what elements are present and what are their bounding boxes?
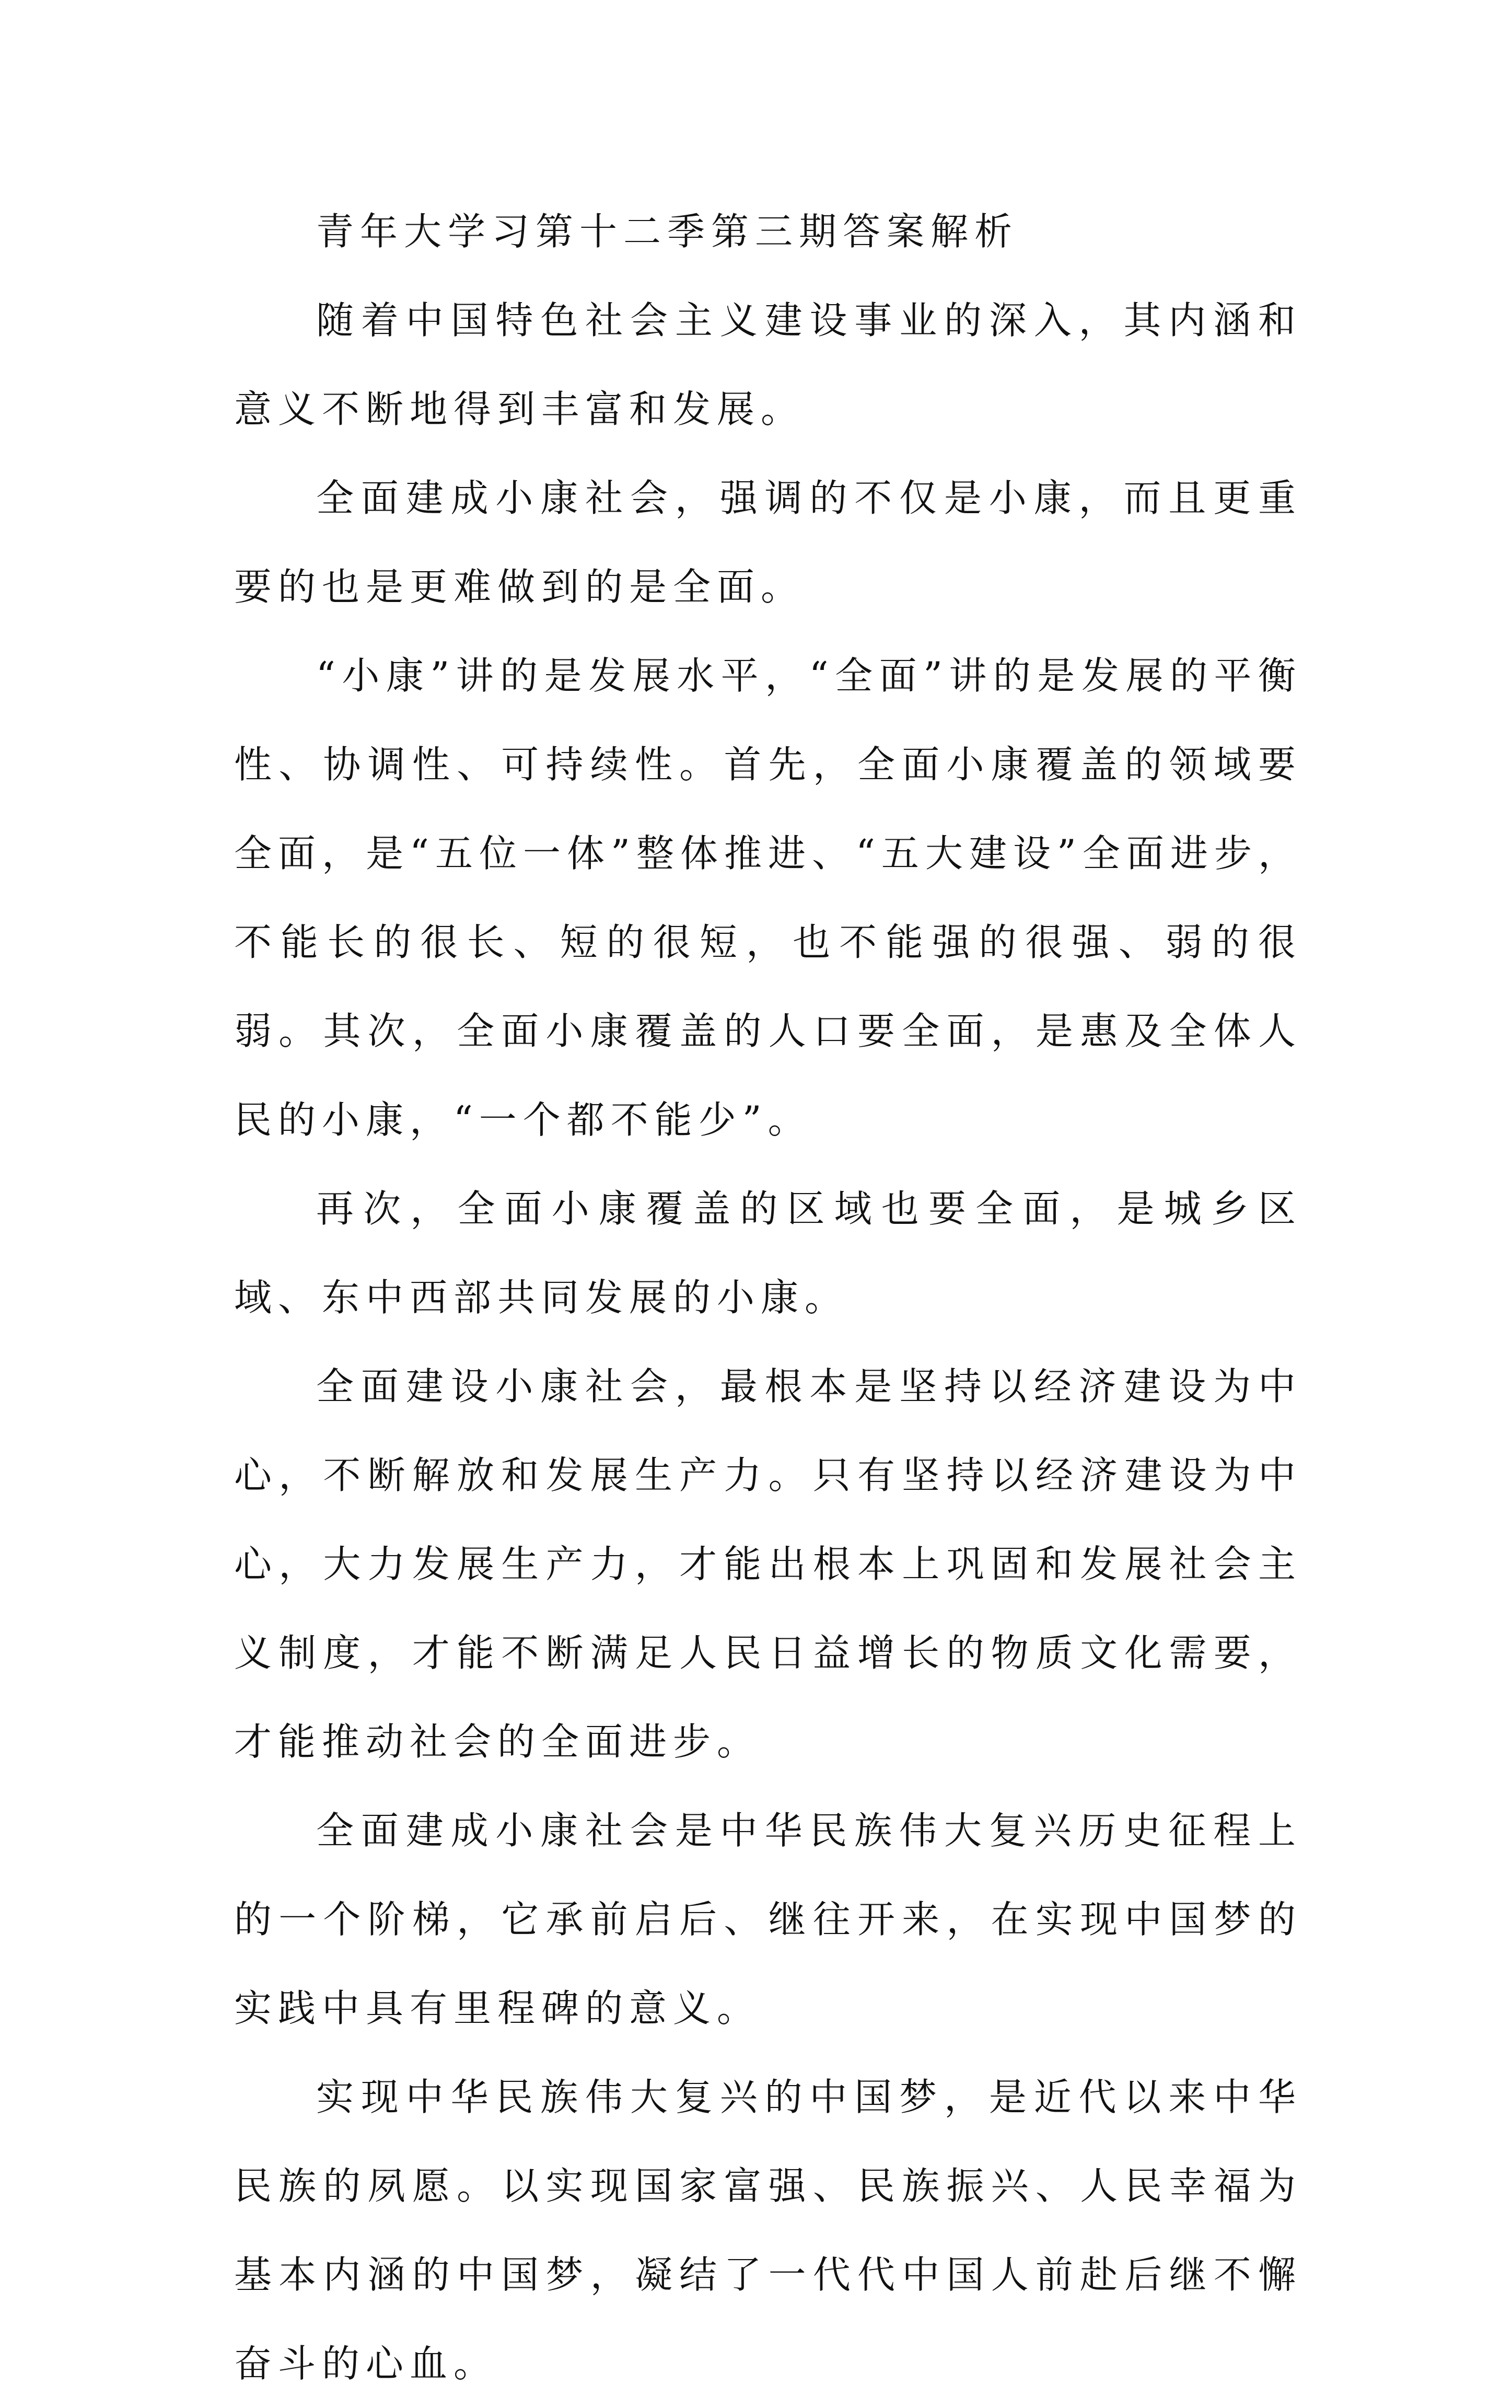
document-body	[234, 187, 1302, 2408]
paragraph: 再次，全面小康覆盖的区域也要全面，是城乡区域、东中西部共同发展的小康。	[234, 1187, 1302, 1319]
paragraph: 实现中华民族伟大复兴的中国梦，是近代以来中华民族的夙愿。以实现国家富强、民族振兴、人民幸福为基本内涵的中国梦，凝结了一代代中国人前赴后继不懈奋斗的心血。	[234, 2075, 1302, 2386]
paragraph: 全面建成小康社会，强调的不仅是小康，而且更重要的也是更难做到的是全面。	[234, 476, 1302, 609]
paragraph: 全面建设小康社会，最根本是坚持以经济建设为中心，不断解放和发展生产力。只有坚持以经济建设为中心，大力发展生产力，才能出根本上巩固和发展社会主义制度，才能不断满足人民日益增长的物质文化需要，才能推动社会的全面进步。	[234, 1364, 1302, 1764]
document-title: 青年大学习第十二季第三期答案解析	[316, 210, 1019, 253]
paragraph: 随着中国特色社会主义建设事业的深入，其内涵和意义不断地得到丰富和发展。	[234, 298, 1302, 431]
paragraph: “小康”讲的是发展水平，“全面”讲的是发展的平衡性、协调性、可持续性。首先，全面小康覆盖的领域要全面，是“五位一体”整体推进、“五大建设”全面进步，不能长的很长、短的很短，也不能强的很强、弱的很弱。其次，全面小康覆盖的人口要全面，是惠及全体人民的小康，“一个都不能少”。	[234, 654, 1302, 1142]
paragraph: 全面建成小康社会是中华民族伟大复兴历史征程上的一个阶梯，它承前启后、继往开来，在实现中国梦的实践中具有里程碑的意义。	[234, 1809, 1302, 2030]
